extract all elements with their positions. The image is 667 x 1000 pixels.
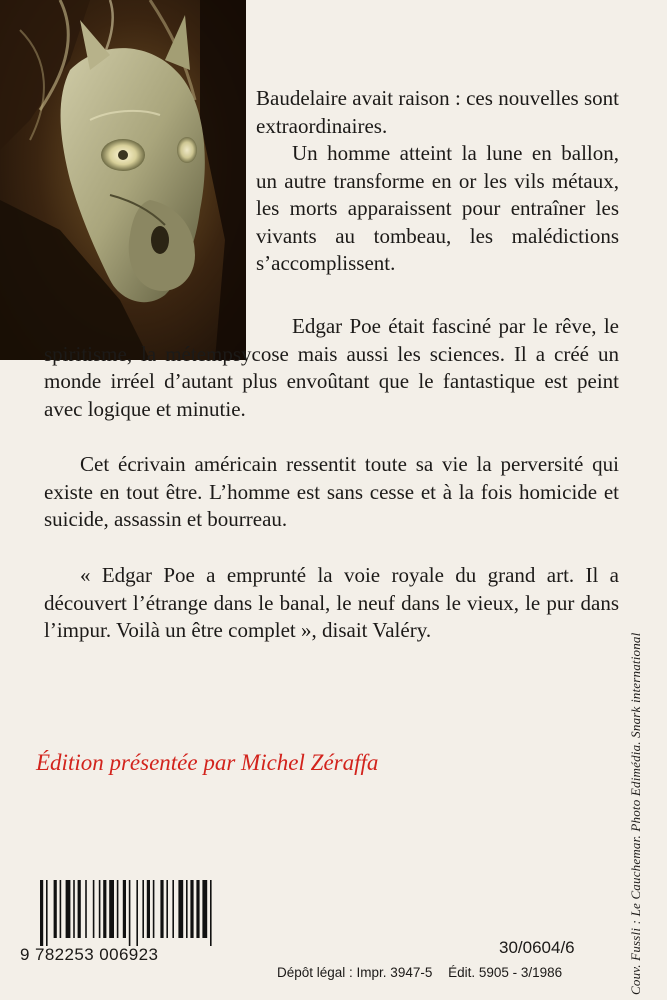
paragraph-5: « Edgar Poe a emprunté la voie royale du grand art. Il a découvert l’étrange dans le banal, le neuf dans le vieux, le pur dans l’impur. Voilà un être complet », disait Valéry. (44, 563, 619, 642)
barcode-number: 9 782253 006923 (20, 945, 159, 964)
legal-deposit-edition: Édit. 5905 - 3/1986 (448, 965, 563, 980)
legal-deposit (277, 965, 562, 980)
edition-credit: Édition présentée par Michel Zéraffa (36, 750, 379, 775)
paragraph-3: Edgar Poe était fasciné par le rêve, le spiritisme, la métempsycose mais aussi les sciences. Il a créé un monde irréel d’autant plus envoûtant que le fantastique est peint avec logique et minutie. (44, 314, 619, 421)
paragraph-4: Cet écrivain américain ressentit toute sa vie la perversité qui existe en tout être. L’homme est sans cesse et à la fois homicide et suicide, assassin et bourreau. (44, 452, 619, 531)
barcode (36, 880, 276, 948)
cover-painting (0, 0, 246, 360)
cover-photo-credit: Couv. Fussli : Le Cauchemar. Photo Edimédia. Snark international (628, 632, 643, 995)
catalog-code: 30/0604/6 (499, 938, 575, 957)
legal-deposit-printing: Dépôt légal : Impr. 3947-5 (277, 965, 433, 980)
paragraph-1: Baudelaire avait raison : ces nouvelles sont extraordinaires. (256, 86, 619, 138)
paragraph-2: Un homme atteint la lune en ballon, un autre transforme en or les vils métaux, les morts apparaissent pour entraîner les vivants au tombeau, les malédictions s’accomplissent. (256, 141, 619, 275)
